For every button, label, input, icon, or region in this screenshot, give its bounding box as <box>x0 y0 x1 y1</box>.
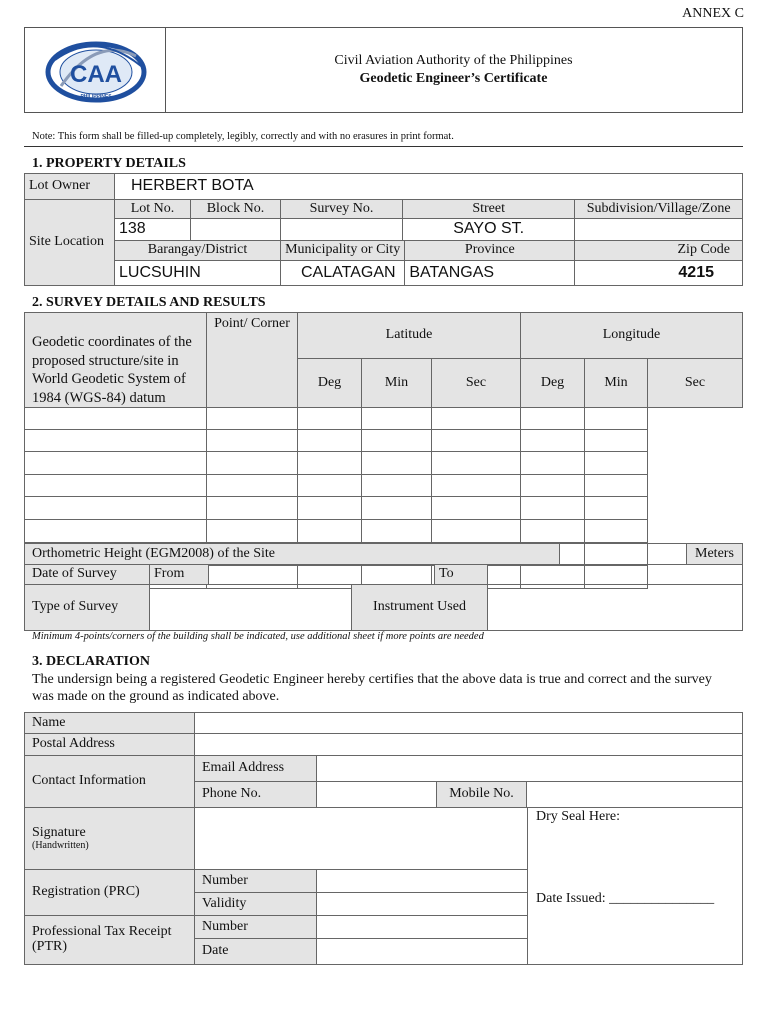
lot-owner-label: Lot Owner <box>25 174 115 200</box>
subdivision-label: Subdivision/Village/Zone <box>575 200 743 219</box>
coordinate-value-cell[interactable] <box>298 475 362 497</box>
coordinate-point-cell[interactable] <box>25 475 207 497</box>
coordinate-value-cell[interactable] <box>207 452 298 475</box>
declaration-text: The undersign being a registered Geodetic Engineer hereby certifies that the above data is true and correct and the survey was made on the ground as indicated above. <box>32 672 712 704</box>
municipality-label: Municipality or City <box>281 241 405 261</box>
logo-text: CAA <box>70 61 122 88</box>
divider <box>24 146 743 147</box>
lat-sec-label: Sec <box>432 359 521 408</box>
mobile-label: Mobile No. <box>437 782 527 808</box>
agency-name: Civil Aviation Authority of the Philippines <box>334 53 573 68</box>
subdivision-value[interactable] <box>575 219 743 241</box>
coordinate-value-cell[interactable] <box>521 408 585 430</box>
zip-value[interactable]: 4215 <box>575 261 743 286</box>
lat-min-label: Min <box>362 359 432 408</box>
coordinate-value-cell[interactable] <box>521 430 585 452</box>
prc-number-label: Number <box>195 870 317 893</box>
prc-validity-label: Validity <box>195 893 317 916</box>
ptr-number-label: Number <box>195 916 317 939</box>
instrument-used-label: Instrument Used <box>352 585 488 631</box>
section-declaration-heading: 3. DECLARATION <box>32 654 150 669</box>
signature-value[interactable] <box>195 808 528 870</box>
coordinate-value-cell[interactable] <box>585 520 648 543</box>
site-location-label: Site Location <box>25 200 115 286</box>
phone-value[interactable] <box>317 782 437 808</box>
seal-cell <box>528 808 743 965</box>
email-label: Email Address <box>195 756 317 782</box>
zip-label: Zip Code <box>575 241 743 261</box>
ptr-label: Professional Tax Receipt (PTR) <box>25 916 195 965</box>
prc-validity-value[interactable] <box>317 893 528 916</box>
postal-address-value[interactable] <box>195 734 743 756</box>
coordinate-point-cell[interactable] <box>25 408 207 430</box>
instrument-used-value[interactable] <box>488 585 743 631</box>
block-no-value[interactable] <box>191 219 281 241</box>
signature-label: Signature <box>32 824 86 840</box>
coordinate-value-cell[interactable] <box>207 497 298 520</box>
survey-hint: Minimum 4-points/corners of the building shall be indicated, use additional sheet if more points are needed <box>32 631 484 642</box>
ptr-number-value[interactable] <box>317 916 528 939</box>
engineer-table <box>24 712 743 965</box>
survey-type-table <box>24 584 743 631</box>
coordinate-value-cell[interactable] <box>521 452 585 475</box>
coordinate-value-cell[interactable] <box>521 475 585 497</box>
lat-deg-label: Deg <box>298 359 362 408</box>
coordinate-value-cell[interactable] <box>432 452 521 475</box>
handwritten-label: (Handwritten) <box>32 839 89 851</box>
street-value[interactable]: SAYO ST. <box>403 219 575 241</box>
coordinate-value-cell[interactable] <box>298 408 362 430</box>
from-label: From <box>150 565 209 585</box>
date-of-survey-label: Date of Survey <box>25 565 150 585</box>
province-value[interactable]: BATANGAS <box>405 261 575 286</box>
coordinate-value-cell[interactable] <box>585 408 648 430</box>
property-table <box>24 173 743 286</box>
coordinate-value-cell[interactable] <box>432 520 521 543</box>
coordinate-point-cell[interactable] <box>25 452 207 475</box>
prc-label: Registration (PRC) <box>25 870 195 916</box>
coordinate-value-cell[interactable] <box>362 520 432 543</box>
barangay-value[interactable]: LUCSUHIN <box>115 261 281 286</box>
prc-number-value[interactable] <box>317 870 528 893</box>
coordinate-point-cell[interactable] <box>25 497 207 520</box>
coordinate-value-cell[interactable] <box>207 520 298 543</box>
barangay-label: Barangay/District <box>115 241 281 261</box>
municipality-value[interactable]: CALATAGAN <box>281 261 405 286</box>
coordinate-value-cell[interactable] <box>432 408 521 430</box>
type-of-survey-value[interactable] <box>150 585 352 631</box>
coordinate-value-cell[interactable] <box>207 475 298 497</box>
from-date-value[interactable] <box>209 565 435 585</box>
coordinate-value-cell[interactable] <box>298 497 362 520</box>
lot-no-value[interactable]: 138 <box>115 219 191 241</box>
coordinate-value-cell[interactable] <box>362 408 432 430</box>
survey-no-value[interactable] <box>281 219 403 241</box>
phone-label: Phone No. <box>195 782 317 808</box>
postal-address-label: Postal Address <box>25 734 195 756</box>
email-value[interactable] <box>317 756 743 782</box>
form-note: Note: This form shall be filled-up completely, legibly, correctly and with no erasures in print format. <box>32 131 454 142</box>
coordinate-value-cell[interactable] <box>432 497 521 520</box>
caa-logo-icon <box>41 36 151 106</box>
lon-deg-label: Deg <box>521 359 585 408</box>
point-corner-label: Point/ Corner <box>207 313 298 408</box>
type-of-survey-label: Type of Survey <box>25 585 150 631</box>
dry-seal-label: Dry Seal Here: <box>536 809 620 824</box>
coordinate-value-cell[interactable] <box>432 430 521 452</box>
logo-cell <box>25 28 166 112</box>
province-label: Province <box>405 241 575 261</box>
date-issued-label: Date Issued: _______________ <box>536 891 715 906</box>
longitude-label: Longitude <box>521 313 743 359</box>
section-survey-heading: 2. SURVEY DETAILS AND RESULTS <box>32 295 266 310</box>
coordinate-value-cell[interactable] <box>585 475 648 497</box>
form-header <box>24 27 743 113</box>
survey-no-label: Survey No. <box>281 200 403 219</box>
coordinate-value-cell[interactable] <box>298 520 362 543</box>
coordinate-value-cell[interactable] <box>585 430 648 452</box>
street-label: Street <box>403 200 575 219</box>
form-title: Geodetic Engineer’s Certificate <box>359 71 548 86</box>
coordinates-description: Geodetic coordinates of the proposed structure/site in World Geodetic System of 1984 (WGS-84) datum <box>25 313 207 408</box>
coordinate-value-cell[interactable] <box>362 430 432 452</box>
ptr-date-value[interactable] <box>317 939 528 965</box>
to-date-value[interactable] <box>488 565 743 585</box>
contact-info-label: Contact Information <box>25 756 195 808</box>
coordinate-value-cell[interactable] <box>362 452 432 475</box>
coordinate-value-cell[interactable] <box>585 452 648 475</box>
lot-owner-value[interactable]: HERBERT BOTA <box>115 174 743 200</box>
coordinate-value-cell[interactable] <box>521 520 585 543</box>
coordinate-value-cell[interactable] <box>298 430 362 452</box>
name-value[interactable] <box>195 713 743 734</box>
coordinate-value-cell[interactable] <box>521 497 585 520</box>
meters-label: Meters <box>687 544 743 565</box>
mobile-value[interactable] <box>527 782 743 808</box>
lon-sec-label: Sec <box>648 359 743 408</box>
survey-date-table <box>24 564 743 585</box>
coordinate-value-cell[interactable] <box>585 497 648 520</box>
block-no-label: Block No. <box>191 200 281 219</box>
lon-min-label: Min <box>585 359 648 408</box>
latitude-label: Latitude <box>298 313 521 359</box>
lot-no-label: Lot No. <box>115 200 191 219</box>
ptr-date-label: Date <box>195 939 317 965</box>
coordinate-point-cell[interactable] <box>25 430 207 452</box>
survey-meta-table <box>24 543 743 565</box>
coordinate-value-cell[interactable] <box>362 475 432 497</box>
signature-cell <box>25 808 195 870</box>
section-property-heading: 1. PROPERTY DETAILS <box>32 156 186 171</box>
coordinate-value-cell[interactable] <box>207 408 298 430</box>
annex-label: ANNEX C <box>682 6 744 21</box>
coordinate-value-cell[interactable] <box>432 475 521 497</box>
coordinate-point-cell[interactable] <box>25 520 207 543</box>
ortho-height-value[interactable] <box>560 544 687 565</box>
ortho-height-label: Orthometric Height (EGM2008) of the Site <box>25 544 560 565</box>
name-label: Name <box>25 713 195 734</box>
coordinate-value-cell[interactable] <box>362 497 432 520</box>
to-label: To <box>435 565 488 585</box>
coordinate-value-cell[interactable] <box>207 430 298 452</box>
logo-subtext: PHILIPPINES <box>80 94 112 100</box>
coordinate-value-cell[interactable] <box>298 452 362 475</box>
